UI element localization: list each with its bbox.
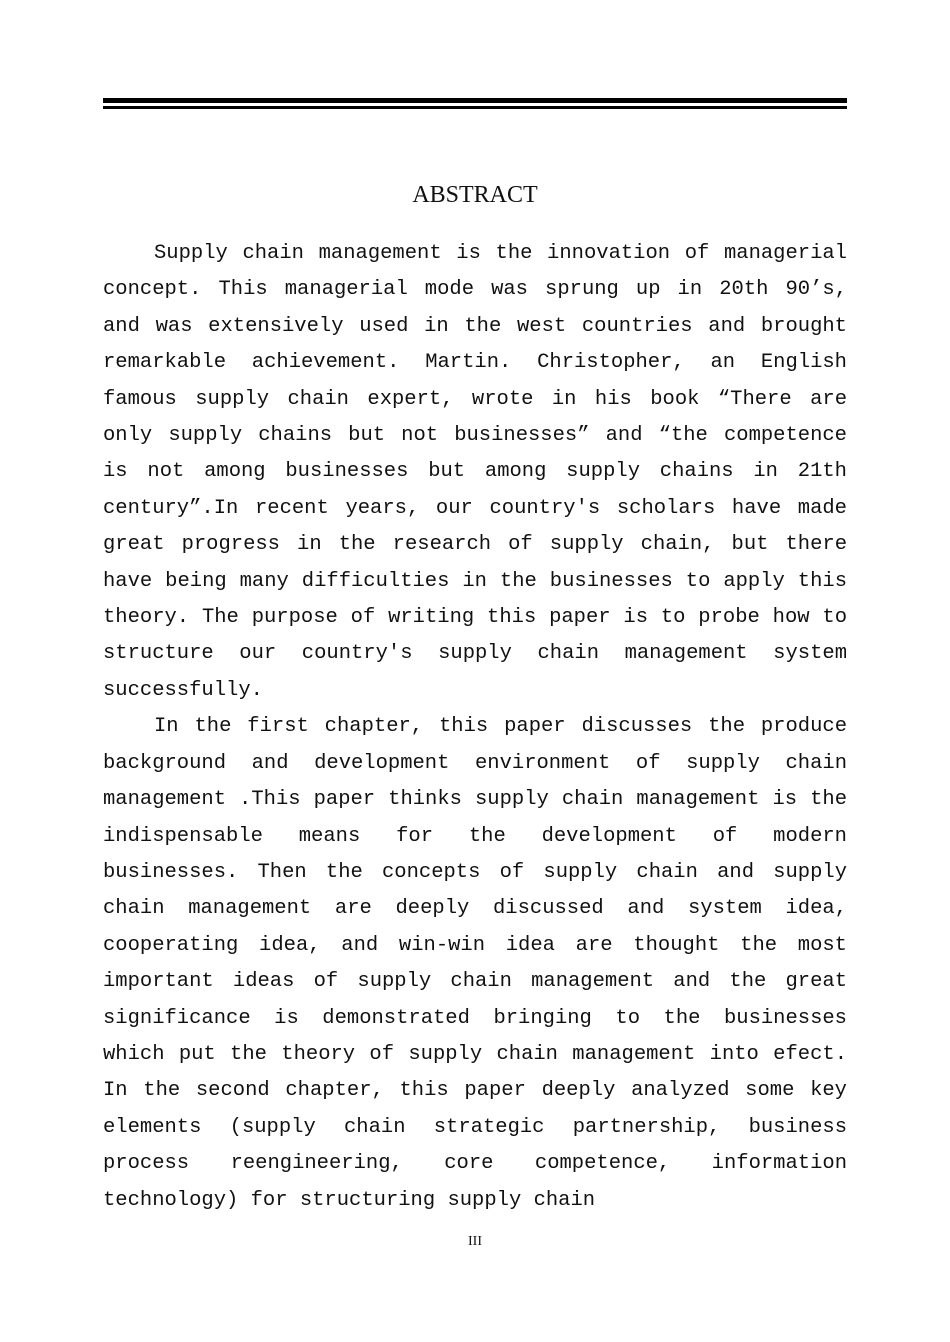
abstract-paragraph-1: Supply chain management is the innovation of managerial concept. This managerial mode was sprung up in 20th 90’s, and was extensively used in the west countries and brought remarkable achievement. Martin. Christopher, an English famous supply chain expert, wrote in his book “There are only supply chains but not businesses” and “the competence is not among businesses but among supply chains in 21th century”.In recent years, our country's scholars have made great progress in the research of supply chain, but there have being many difficulties in the businesses to apply this theory. The purpose of writing this paper is to probe how to structure our country's supply chain management system successfully. [103, 242, 847, 702]
header-rule-thin [103, 106, 847, 109]
page-number: III [468, 1234, 482, 1249]
abstract-paragraph-2: In the first chapter, this paper discusses the produce background and development environment of supply chain management .This paper thinks supply chain management is the indispensable means for the development of modern businesses. Then the concepts of supply chain and supply chain management are deeply discussed and system idea, cooperating idea, and win-win idea are thought the most important ideas of supply chain management and the great significance is demonstrated bringing to the businesses which put the theory of supply chain management into efect. In the second chapter, this paper deeply analyzed some key elements (supply chain strategic partnership, business process reengineering, core competence, information technology) for structuring supply chain [103, 715, 847, 1212]
abstract-body [103, 236, 847, 1219]
header-rule-thick [103, 98, 847, 103]
page-title: ABSTRACT [412, 182, 538, 208]
